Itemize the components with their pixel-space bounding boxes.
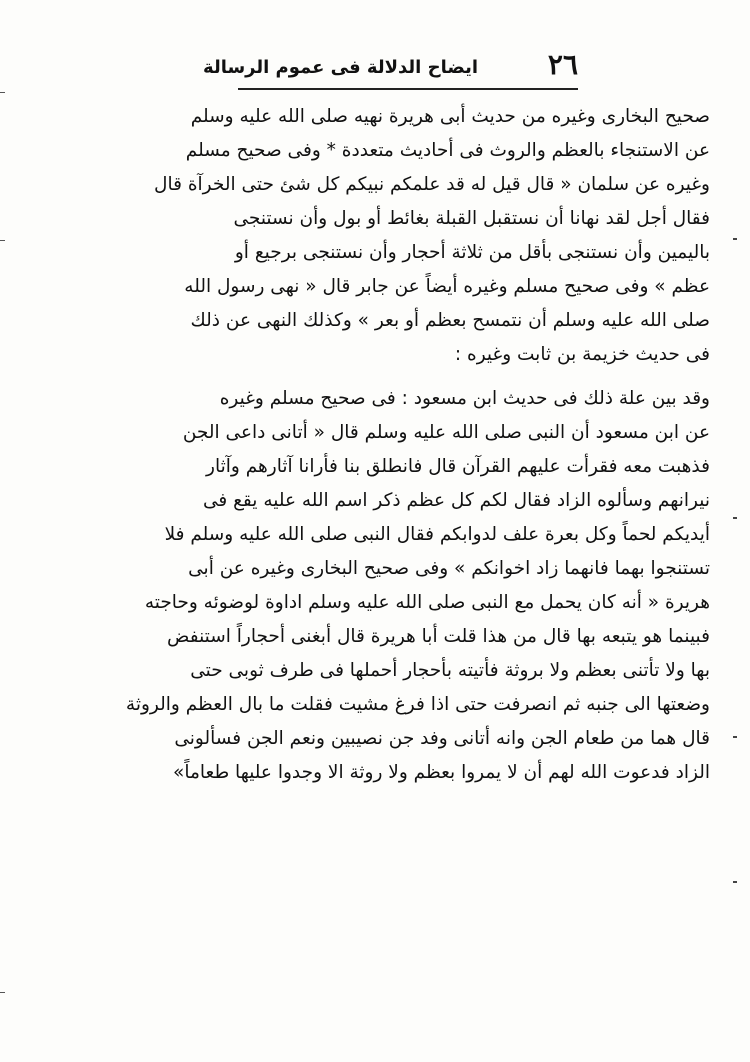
- text-line: باليمين وأن نستنجى بأقل من ثلاثة أحجار وأن نستنجى برجيع أو: [234, 242, 710, 263]
- text-line: فذهبت معه فقرأت عليهم القرآن قال فانطلق بنا فأرانا آثارهم وآثار: [206, 456, 710, 477]
- text-line: وضعتها الى جنبه ثم انصرفت حتى اذا فرغ مشيت فقلت ما بال العظم والروثة: [125, 694, 710, 715]
- text-line: صحيح البخارى وغيره من حديث أبى هريرة نهيه صلى الله عليه وسلم: [190, 106, 710, 127]
- scan-edge-mark: [0, 992, 5, 993]
- text-line: فبينما هو يتبعه بها قال من هذا قلت أبا هريرة قال أبغنى أحجاراً استنفض: [167, 626, 710, 647]
- scan-edge-tick: [733, 238, 737, 240]
- text-line: عظم » وفى صحيح مسلم وغيره أيضاً عن جابر قال « نهى رسول الله: [184, 276, 710, 297]
- text-line: هريرة « أنه كان يحمل مع النبى صلى الله عليه وسلم اداوة لوضوئه وحاجته: [144, 592, 710, 613]
- text-line: فى حديث خزيمة بن ثابت وغيره :: [454, 344, 710, 365]
- text-line: قال هما من طعام الجن وانه أتانى وفد جن نصيبين ونعم الجن فسألونى: [174, 728, 710, 749]
- paragraph-2: [30, 382, 710, 790]
- text-line: عن ابن مسعود أن النبى صلى الله عليه وسلم قال « أتانى داعى الجن: [182, 422, 710, 443]
- text-line: وقد بين علة ذلك فى حديث ابن مسعود : فى صحيح مسلم وغيره: [219, 388, 710, 409]
- scan-edge-tick: [733, 517, 737, 519]
- text-line: أيديكم لحماً وكل بعرة علف لدوابكم فقال النبى صلى الله عليه وسلم فلا: [164, 524, 710, 545]
- paragraph-1: [30, 100, 710, 372]
- paragraph-gap: [30, 372, 710, 382]
- header-rule: [238, 88, 578, 90]
- text-line: فقال أجل لقد نهانا أن نستقبل القبلة بغائط أو بول وأن نستنجى: [233, 208, 710, 229]
- text-line: نيرانهم وسألوه الزاد فقال لكم كل عظم ذكر اسم الله عليه يقع فى: [202, 490, 710, 511]
- text-line: عن الاستنجاء بالعظم والروث فى أحاديث متعددة * وفى صحيح مسلم: [185, 140, 710, 161]
- scan-edge-tick: [733, 736, 737, 738]
- scan-edge-tick: [733, 881, 737, 883]
- page-number: ٢٦: [547, 48, 578, 81]
- scan-edge-mark: [0, 92, 5, 93]
- body-text: [30, 100, 710, 790]
- text-line: بها ولا تأتنى بعظم ولا بروثة فأتيته بأحجار أحملها فى طرف ثوبى حتى: [190, 660, 710, 681]
- text-line: صلى الله عليه وسلم أن نتمسح بعظم أو بعر » وكذلك النهى عن ذلك: [190, 310, 710, 331]
- text-line: الزاد فدعوت الله لهم أن لا يمروا بعظم ولا روثة الا وجدوا عليها طعاماً»: [173, 762, 710, 783]
- running-title: ايضاح الدلالة فى عموم الرسالة: [203, 57, 478, 78]
- text-line: وغيره عن سلمان « قال قيل له قد علمكم نبيكم كل شئ حتى الخرآة قال: [154, 174, 710, 195]
- text-line: تستنجوا بهما فانهما زاد اخوانكم » وفى صحيح البخارى وغيره عن أبى: [188, 558, 710, 579]
- scan-edge-mark: [0, 240, 5, 241]
- page-header: [203, 48, 578, 90]
